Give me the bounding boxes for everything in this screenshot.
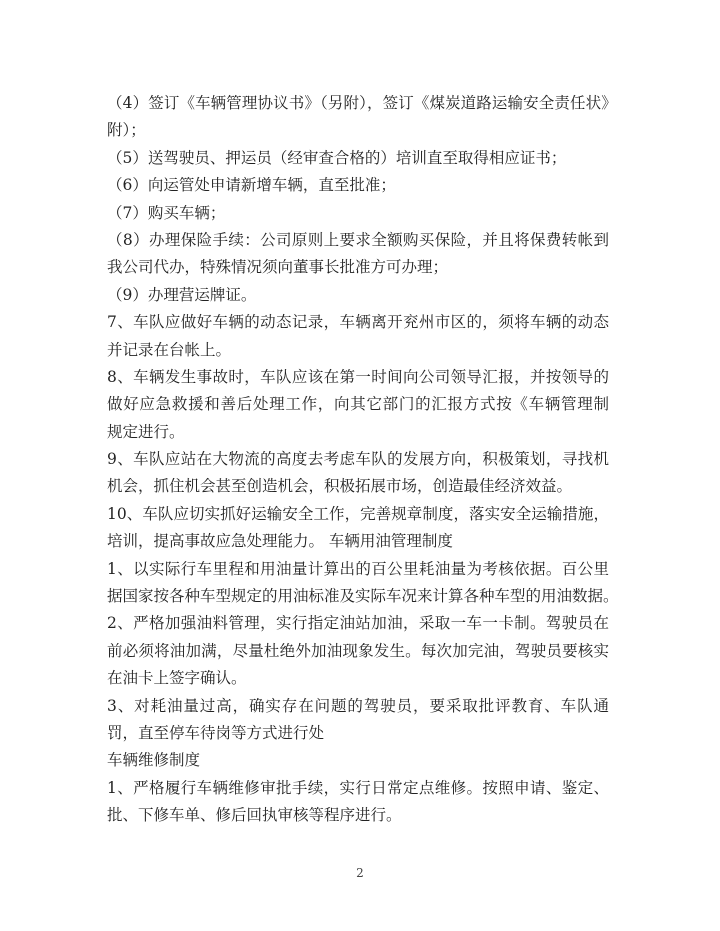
text-line: （4）签订《车辆管理协议书》（另附），签订《煤炭道路运输安全责任状》 — [107, 94, 609, 112]
text-line: 9、车队应站在大物流的高度去考虑车队的发展方向，积极策划，寻找机 — [107, 450, 609, 469]
text-line: 7、车队应做好车辆的动态记录，车辆离开兖州市区的，须将车辆的动态 — [107, 313, 609, 332]
text-line: 2、严格加强油料管理，实行指定油站加油，采取一车一卡制。驾驶员在 — [107, 614, 609, 633]
text-line: 附）； — [107, 121, 146, 140]
text-line: 3、对耗油量过高，确实存在问题的驾驶员，要采取批评教育、车队通 — [107, 696, 609, 715]
text-line: 据国家按各种车型规定的用油标准及实际车况来计算各种车型的用油数据。 — [107, 587, 619, 606]
text-line: 前必须将油加满，尽量杜绝外加油现象发生。每次加完油，驾驶员要核实 — [107, 641, 609, 660]
document-body — [107, 90, 619, 830]
text-line: 1、严格履行车辆维修审批手续，实行日常定点维修。按照申请、鉴定、 — [107, 778, 609, 797]
page-number: 2 — [356, 866, 364, 880]
text-line: 并记录在台帐上。 — [107, 340, 232, 359]
text-line: 机会，抓住机会甚至创造机会，积极拓展市场，创造最佳经济效益。 — [107, 477, 573, 496]
text-line: 在油卡上签字确认。 — [107, 669, 247, 688]
text-line: 培训，提高事故应急处理能力。 车辆用油管理制度 — [107, 532, 453, 551]
text-line: （9）办理营运牌证。 — [107, 285, 257, 304]
text-line: 做好应急救援和善后处理工作，向其它部门的汇报方式按《车辆管理制 — [107, 395, 609, 414]
text-line: 罚，直至停车待岗等方式进行处 — [107, 723, 325, 742]
section-heading: 车辆维修制度 — [107, 751, 201, 770]
text-line: （7）购买车辆； — [107, 203, 226, 222]
text-line: 我公司代办，特殊情况须向董事长批准方可办理； — [107, 258, 449, 277]
text-line: 规定进行。 — [107, 422, 185, 441]
text-line: （5）送驾驶员、押运员（经审查合格的）培训直至取得相应证书； — [107, 148, 567, 167]
text-line: （6）向运管处申请新增车辆，直至批准； — [107, 176, 396, 195]
text-line: 批、下修车单、修后回执审核等程序进行。 — [107, 806, 402, 825]
text-line: 8、车辆发生事故时，车队应该在第一时间向公司领导汇报，并按领导的 — [107, 367, 609, 386]
text-line: 10、车队应切实抓好运输安全工作，完善规章制度，落实安全运输措施， — [107, 504, 609, 523]
text-line: （8）办理保险手续：公司原则上要求全额购买保险，并且将保费转帐到 — [107, 230, 609, 249]
text-line: 1、以实际行车里程和用油量计算出的百公里耗油量为考核依据。百公里 — [107, 559, 609, 578]
